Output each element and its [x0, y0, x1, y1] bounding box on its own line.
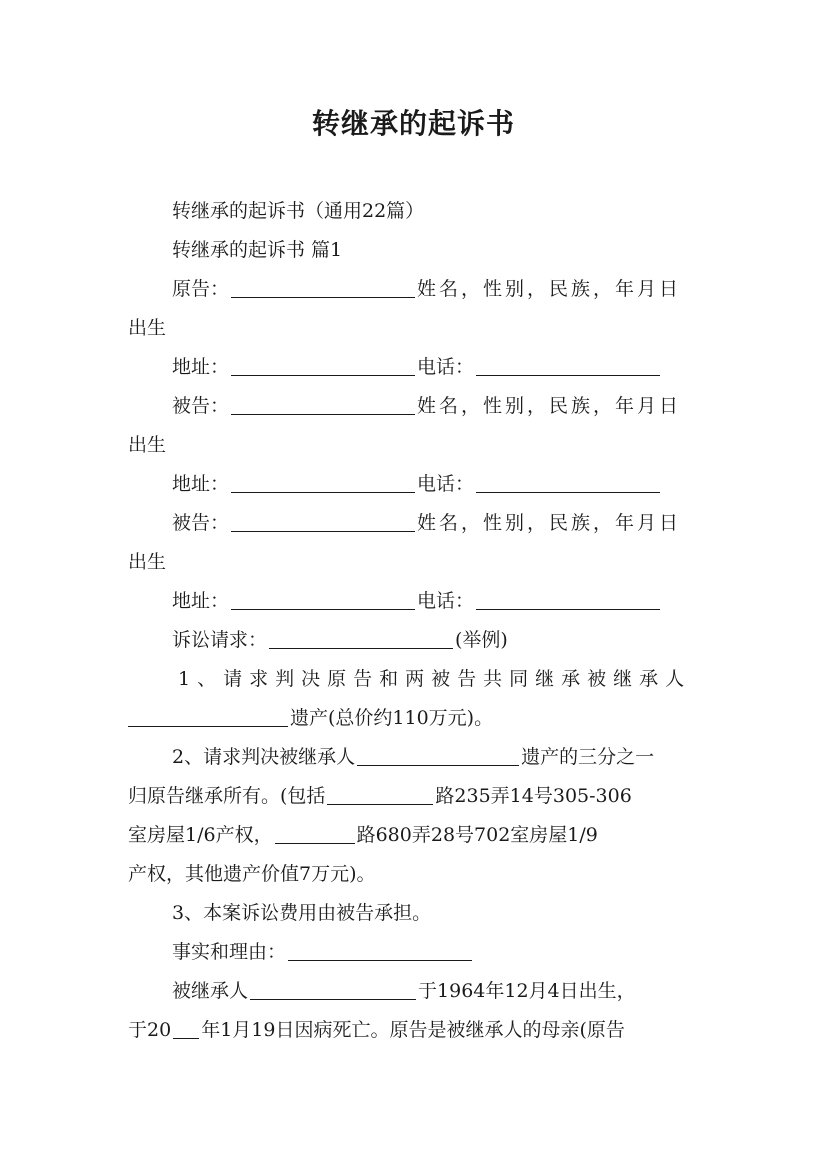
claim2-line-b — [128, 781, 632, 811]
defendant1-line — [172, 391, 681, 421]
address-label: 地址： — [172, 356, 230, 378]
claims-line — [172, 625, 508, 655]
heir-name-blank — [128, 706, 288, 727]
plaintiff-contact-line — [172, 352, 662, 382]
claim2-text-b: 遗产的三分之一 — [521, 746, 655, 768]
road-blank — [275, 823, 355, 844]
plaintiff-fields: 姓名，性别，民族，年月日 — [417, 278, 682, 300]
phone-blank — [476, 472, 660, 493]
defendant2-line — [172, 508, 681, 538]
phone-label: 电话： — [417, 473, 475, 495]
facts-blank — [288, 940, 472, 961]
claim2-text-f: 路680弄28号702室房屋1/9 — [356, 824, 598, 846]
defendant2-born: 出生 — [128, 551, 167, 573]
address-blank — [231, 472, 415, 493]
defendant-fields: 姓名，性别，民族，年月日 — [417, 395, 682, 417]
facts-text-a: 被继承人 — [172, 980, 249, 1002]
facts-paragraph-line-b — [128, 1015, 625, 1045]
claims-blank — [269, 628, 453, 649]
phone-blank — [476, 355, 660, 376]
claim2-line-c — [128, 820, 598, 850]
subtitle: 转继承的起诉书（通用22篇） — [172, 200, 425, 222]
address-blank — [231, 355, 415, 376]
plaintiff-born: 出生 — [128, 317, 167, 339]
claim1-line-a: 1、请求判决原告和两被告共同继承被继承人 — [178, 668, 692, 690]
defendant-label: 被告： — [172, 512, 230, 534]
claims-label: 诉讼请求： — [172, 629, 268, 651]
plaintiff-name-blank — [231, 277, 415, 298]
address-blank — [231, 589, 415, 610]
heir-name-blank — [357, 745, 519, 766]
year-blank — [173, 1018, 199, 1039]
facts-text-b: 于1964年12月4日出生， — [418, 980, 636, 1002]
claim2-text-d: 路235弄14号305-306 — [435, 785, 632, 807]
defendant-name-blank — [231, 511, 415, 532]
plaintiff-line — [172, 274, 681, 304]
claims-example: (举例) — [455, 629, 508, 651]
document-title: 转继承的起诉书 — [311, 107, 515, 140]
address-label: 地址： — [172, 473, 230, 495]
defendant-fields: 姓名，性别，民族，年月日 — [417, 512, 682, 534]
claim3-line: 3、本案诉讼费用由被告承担。 — [172, 902, 432, 924]
claim1-text-b: 遗产(总价约110万元)。 — [290, 707, 494, 729]
section-heading: 转继承的起诉书 篇1 — [172, 239, 343, 261]
defendant-label: 被告： — [172, 395, 230, 417]
defendant2-contact-line — [172, 586, 662, 616]
claim2-text-a: 2、请求判决被继承人 — [172, 746, 356, 768]
claim2-line-a — [172, 742, 654, 772]
phone-label: 电话： — [417, 590, 475, 612]
plaintiff-label: 原告： — [172, 278, 230, 300]
claim2-text-c: 归原告继承所有。(包括 — [128, 785, 326, 807]
facts-label: 事实和理由： — [172, 941, 287, 963]
phone-blank — [476, 589, 660, 610]
facts-line — [172, 937, 474, 967]
defendant-name-blank — [231, 394, 415, 415]
road-blank — [327, 784, 433, 805]
address-label: 地址： — [172, 590, 230, 612]
defendant1-born: 出生 — [128, 434, 167, 456]
claim2-text-e: 室房屋1/6产权， — [128, 824, 273, 846]
facts-text-c: 于20 — [128, 1019, 172, 1041]
phone-label: 电话： — [417, 356, 475, 378]
claim2-line-d: 产权，其他遗产价值7万元)。 — [128, 863, 376, 885]
heir-name-blank — [250, 979, 416, 1000]
facts-paragraph-line-a — [172, 976, 636, 1006]
facts-text-d: 年1月19日因病死亡。原告是被继承人的母亲(原告 — [201, 1019, 625, 1041]
defendant1-contact-line — [172, 469, 662, 499]
claim1-line-b — [128, 703, 493, 733]
